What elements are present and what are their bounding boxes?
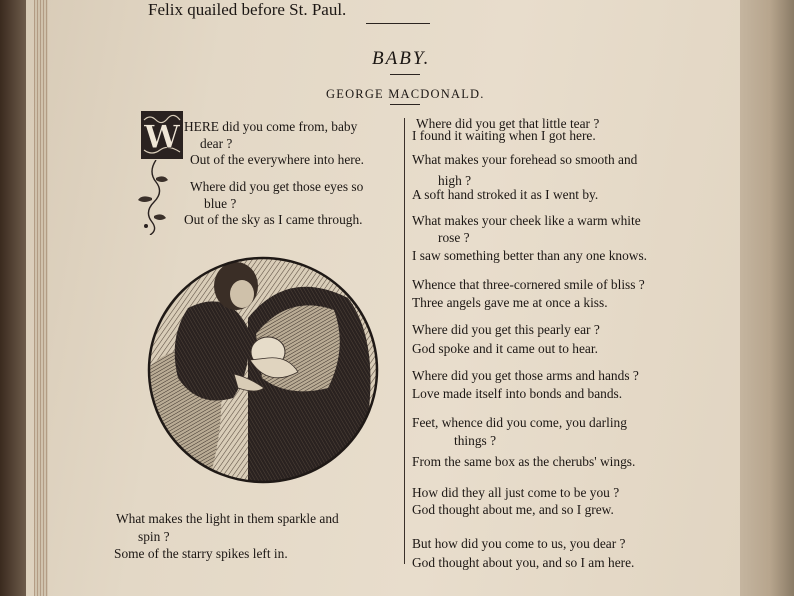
facing-page-edge: [734, 0, 794, 596]
poem-line: things ?: [454, 433, 497, 448]
poem-line: What makes your forehead so smooth and: [412, 152, 638, 167]
poem-line: From the same box as the cherubs' wings.: [412, 454, 636, 469]
poem-line: I found it waiting when I got here.: [412, 128, 596, 143]
poem-line: Where did you get those eyes so: [190, 179, 364, 194]
page-stack-edges: [34, 0, 48, 596]
poem-line: Whence that three-cornered smile of bliss ?: [412, 277, 645, 292]
poem-line: But how did you come to us, you dear ?: [412, 536, 626, 551]
poem-line: God spoke and it came out to hear.: [412, 341, 598, 356]
poem-line: dear ?: [200, 136, 233, 151]
poem-line: I saw something better than any one knows.: [412, 248, 648, 263]
section-divider: [366, 23, 430, 24]
column-divider: [404, 118, 405, 564]
poem-line: blue ?: [204, 196, 237, 211]
poem-line: high ?: [438, 173, 472, 188]
poem-line: Out of the sky as I came through.: [184, 212, 363, 227]
poem-line: spin ?: [138, 529, 170, 544]
poem-line: Love made itself into bonds and bands.: [412, 386, 623, 401]
book-page: [26, 0, 740, 596]
title-rule: [390, 74, 420, 75]
poem-line: Where did you get this pearly ear ?: [412, 322, 600, 337]
dropcap-letter: W: [144, 118, 180, 156]
poem-line: God thought about me, and so I grew.: [412, 502, 614, 517]
mother-and-baby-engraving: [138, 248, 388, 494]
poem-line: Where did you get that little tear ?: [416, 116, 600, 131]
poem-line: Out of the everywhere into here.: [190, 152, 365, 167]
poem-line: Feet, whence did you come, you darling: [412, 415, 627, 430]
poem-line: HERE did you come from, baby: [184, 119, 358, 134]
poem-line: rose ?: [438, 230, 470, 245]
poem-title: BABY.: [372, 48, 431, 69]
poem-line: A soft hand stroked it as I went by.: [412, 187, 599, 202]
poem-line: What makes your cheek like a warm white: [412, 213, 641, 228]
poem-line: Some of the starry spikes left in.: [114, 546, 288, 561]
author-rule: [390, 104, 420, 105]
ornamental-vine: [130, 160, 176, 235]
poem-line: God thought about you, and so I am here.: [412, 555, 635, 570]
poem-line: Where did you get those arms and hands ?: [412, 368, 639, 383]
poem-author: GEORGE MACDONALD.: [326, 87, 485, 101]
previous-poem-last-line: Felix quailed before St. Paul.: [148, 0, 347, 19]
ornamental-dropcap-W: [140, 110, 184, 160]
poem-line: Three angels gave me at once a kiss.: [412, 295, 608, 310]
poem-line: How did they all just come to be you ?: [412, 485, 620, 500]
poem-line: What makes the light in them sparkle and: [116, 511, 339, 526]
